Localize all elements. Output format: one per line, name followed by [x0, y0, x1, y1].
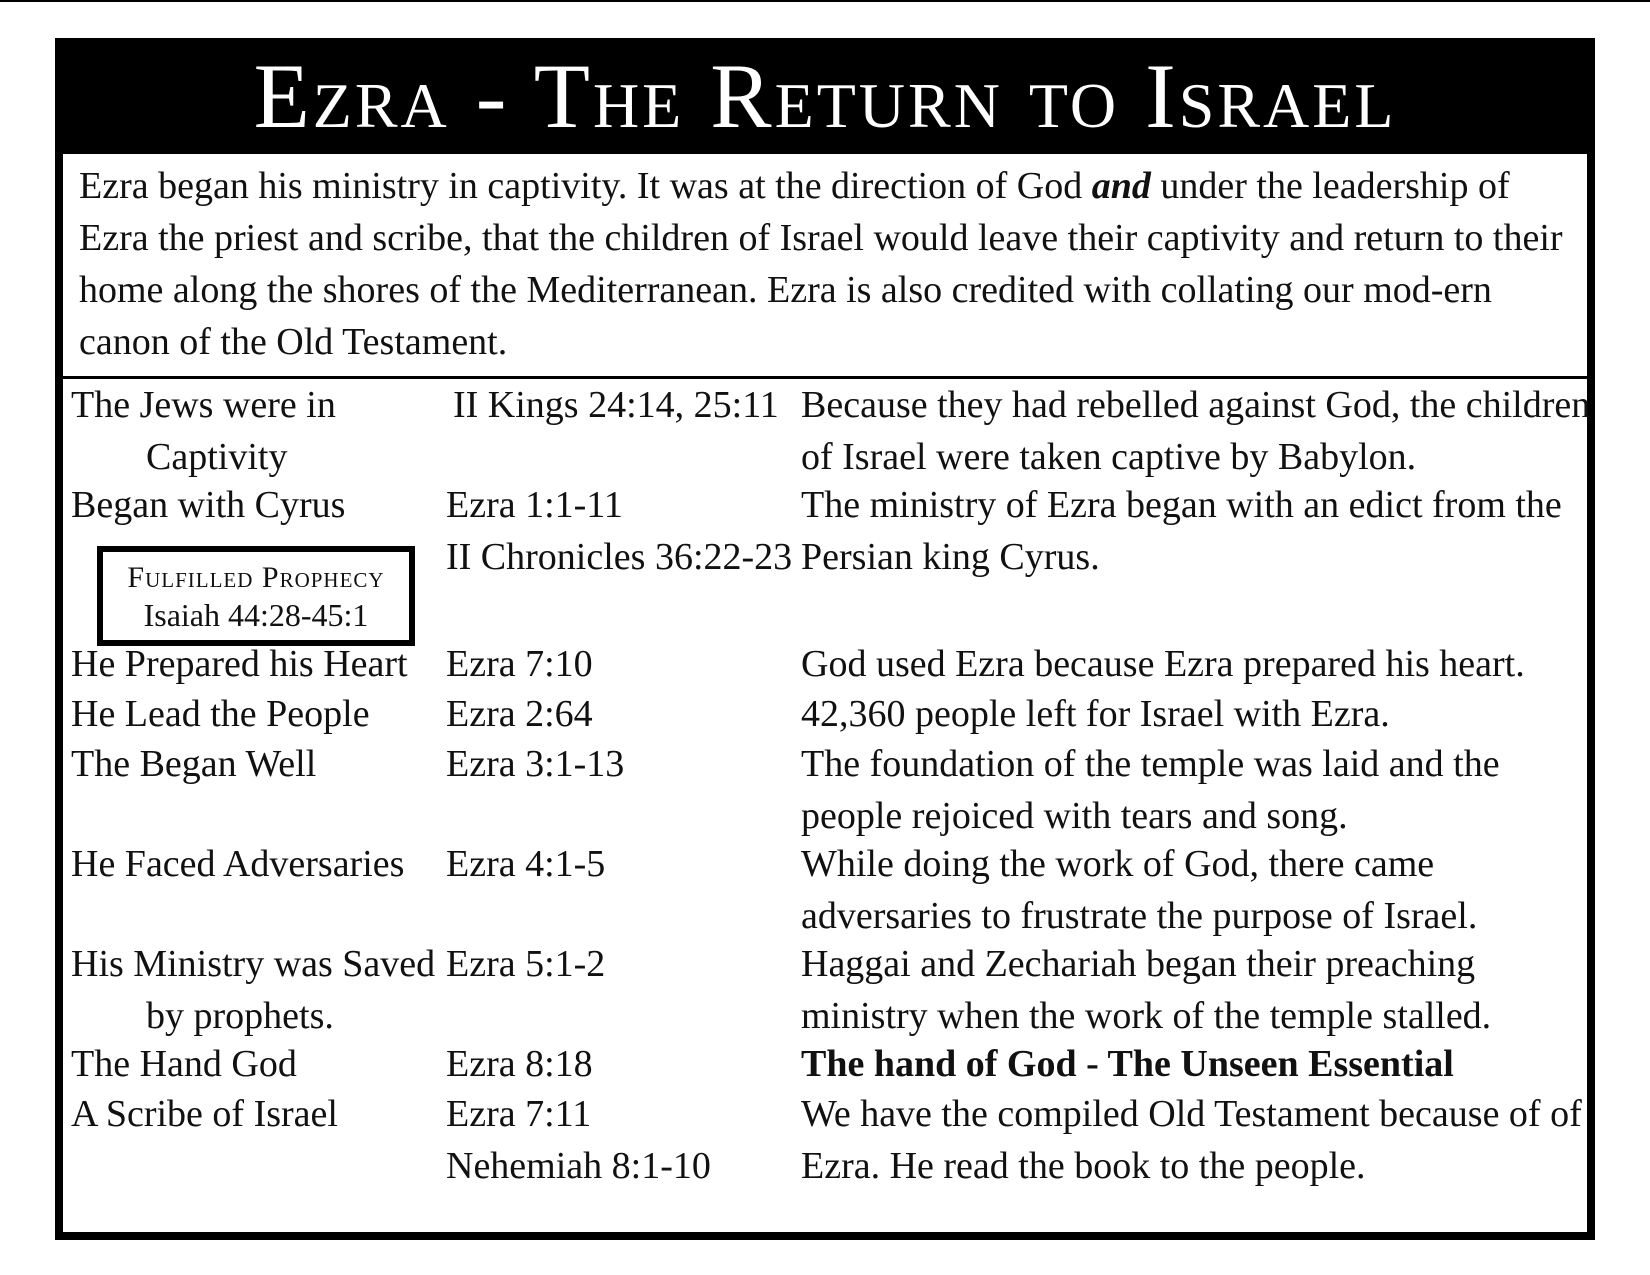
- reference-cell: Ezra 5:1-2: [446, 943, 606, 985]
- description-cell: God used Ezra because Ezra prepared his heart.: [801, 643, 1525, 685]
- reference-cell: Ezra 3:1-13: [446, 743, 625, 785]
- prophecy-heading: Fulfilled Prophecy: [127, 561, 385, 594]
- description-cell: Because they had rebelled against God, the children of Israel were taken captive by Babylon.: [801, 384, 1591, 478]
- reference-text: Ezra 1:1-11: [446, 484, 623, 526]
- topic-text: The Jews were in: [71, 384, 336, 426]
- topic-text: He Prepared his Heart: [71, 643, 408, 685]
- reference-text-secondary: Nehemiah 8:1-10: [446, 1145, 711, 1187]
- topic-text: The Began Well: [71, 743, 317, 785]
- reference-cell: [446, 479, 806, 583]
- reference-text-secondary: II Chronicles 36:22-23: [446, 536, 793, 578]
- description-cell: We have the compiled Old Testament because of of Ezra. He read the book to the people.: [801, 1093, 1582, 1187]
- reference-cell: Ezra 2:64: [446, 693, 593, 735]
- topic-text: A Scribe of Israel: [71, 1093, 338, 1135]
- topic-cell: [71, 938, 441, 1042]
- topic-text: He Lead the People: [71, 693, 370, 735]
- study-sheet: [55, 38, 1595, 1240]
- topic-text: The Hand God: [71, 1043, 297, 1085]
- intro-paragraph: [71, 154, 1587, 374]
- reference-cell: II Kings 24:14, 25:11: [453, 384, 779, 426]
- topic-text: His Ministry was Saved: [71, 943, 436, 985]
- description-cell: Haggai and Zechariah began their preaching ministry when the work of the temple stalled.: [801, 943, 1492, 1037]
- fulfilled-prophecy-box: [97, 546, 415, 646]
- reference-cell: Ezra 8:18: [446, 1043, 593, 1085]
- intro-text-after: under the leadership of Ezra the priest and scribe, that the children of Israel would leave their captivity and return to their home along the shores of the Mediterranean. Ezra is also credited with collating our mod-ern canon of the Old Testament.: [79, 165, 1563, 363]
- top-rule: [0, 0, 1650, 2]
- intro-text-before: Ezra began his ministry in captivity. It was at the direction of God: [79, 165, 1092, 207]
- description-cell: The ministry of Ezra began with an edict from the Persian king Cyrus.: [801, 484, 1562, 578]
- prophecy-reference: Isaiah 44:28-45:1: [143, 597, 369, 633]
- description-cell: 42,360 people left for Israel with Ezra.: [801, 693, 1390, 735]
- reference-cell: Ezra 4:1-5: [446, 843, 606, 885]
- topic-text: He Faced Adversaries: [71, 843, 405, 885]
- reference-cell: [446, 1088, 806, 1192]
- description-cell: The foundation of the temple was laid and the people rejoiced with tears and song.: [801, 743, 1500, 837]
- reference-text: Ezra 7:11: [446, 1093, 592, 1135]
- page-title: Ezra - The Return to Israel: [63, 46, 1587, 154]
- description-cell: The hand of God - The Unseen Essential: [801, 1043, 1454, 1085]
- topic-continuation: Captivity: [146, 436, 288, 478]
- reference-cell: Ezra 7:10: [446, 643, 593, 685]
- intro-emphasis: and: [1091, 165, 1151, 207]
- description-cell: While doing the work of God, there came adversaries to frustrate the purpose of Israel.: [801, 843, 1478, 937]
- topic-text: Began with Cyrus: [71, 484, 346, 526]
- topic-cell: [71, 379, 441, 483]
- topic-continuation: by prophets.: [146, 995, 334, 1037]
